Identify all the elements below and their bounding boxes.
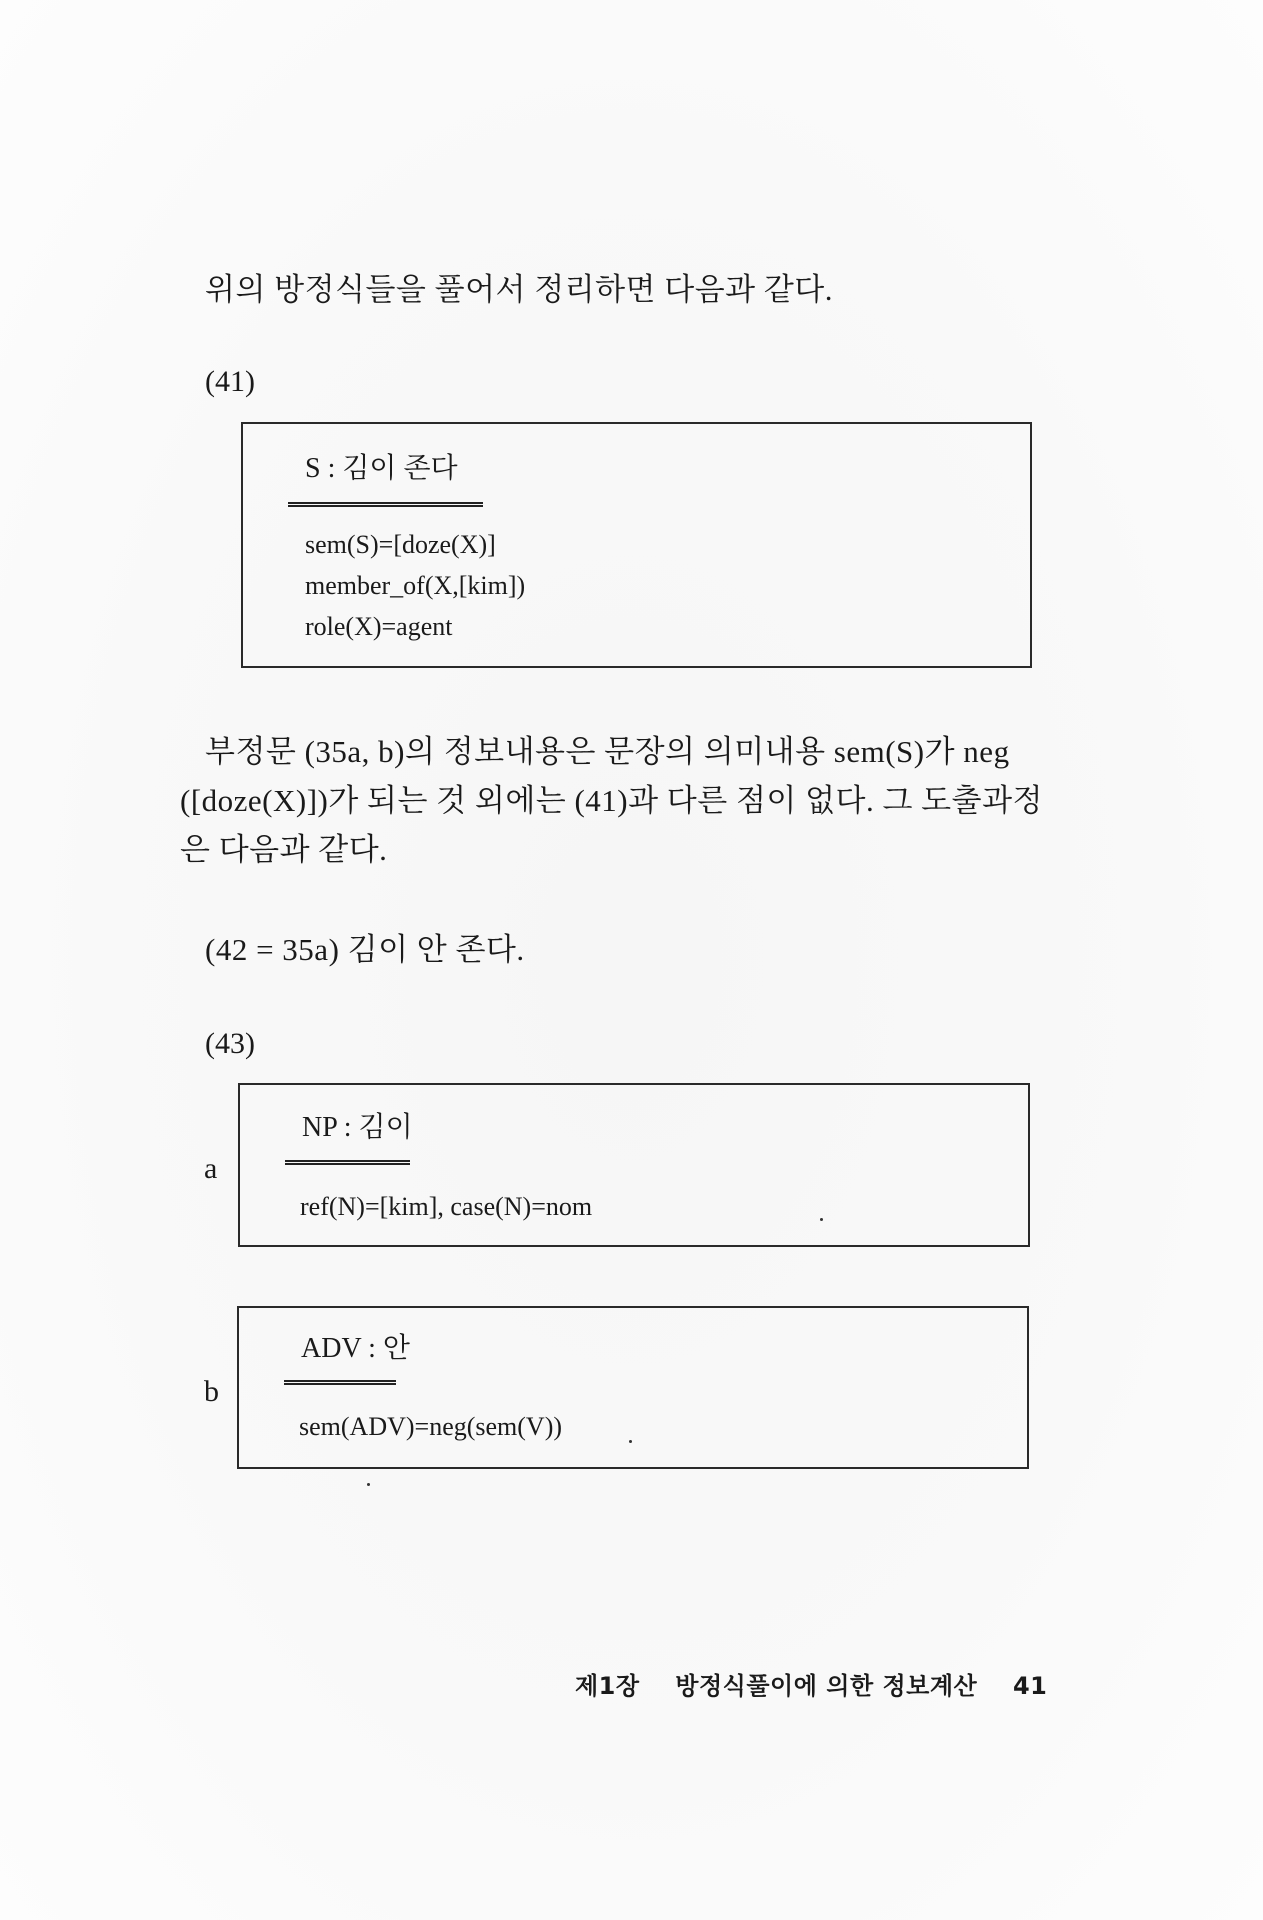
example-41-line-1: sem(S)=[doze(X)] (305, 530, 496, 559)
example-43a-box (238, 1083, 1030, 1247)
example-43b-box (237, 1306, 1029, 1469)
example-41-box (241, 422, 1032, 668)
example-43b-line: sem(ADV)=neg(sem(V)) (299, 1412, 563, 1441)
example-42: (42 = 35a) 김이 안 존다. (205, 932, 525, 967)
example-43b-marker: b (204, 1375, 219, 1408)
example-41-head: S : 김이 존다 (305, 453, 458, 484)
paragraph-line-2: ([doze(X)])가 되는 것 외에는 (41)과 다른 점이 없다. 그 도출과정 (180, 783, 1043, 818)
example-43-label: (43) (205, 1027, 255, 1060)
intro-text: 위의 방정식들을 풀어서 정리하면 다음과 같다. (205, 272, 833, 307)
example-43b-head: ADV : 안 (301, 1333, 410, 1364)
example-43a-marker: a (204, 1152, 218, 1185)
double-rule (285, 1160, 410, 1165)
speck (820, 1218, 823, 1221)
example-43a-head: NP : 김이 (302, 1112, 413, 1143)
speck (367, 1483, 370, 1486)
example-43a-line: ref(N)=[kim], case(N)=nom (300, 1192, 593, 1221)
double-rule (288, 502, 483, 507)
paragraph-line-1: 부정문 (35a, b)의 정보내용은 문장의 의미내용 sem(S)가 neg (205, 734, 1010, 769)
example-41-line-3: role(X)=agent (305, 612, 453, 641)
footer-title: 방정식풀이에 의한 정보계산 (675, 1672, 978, 1700)
speck (629, 1440, 632, 1443)
example-41-line-2: member_of(X,[kim]) (305, 571, 526, 600)
paragraph-line-3: 은 다음과 같다. (180, 832, 388, 867)
double-rule (284, 1380, 396, 1385)
example-41-label: (41) (205, 365, 255, 398)
footer-chapter: 제1장 (575, 1672, 640, 1700)
footer (575, 1666, 1047, 1701)
page-number: 41 (1012, 1672, 1048, 1700)
